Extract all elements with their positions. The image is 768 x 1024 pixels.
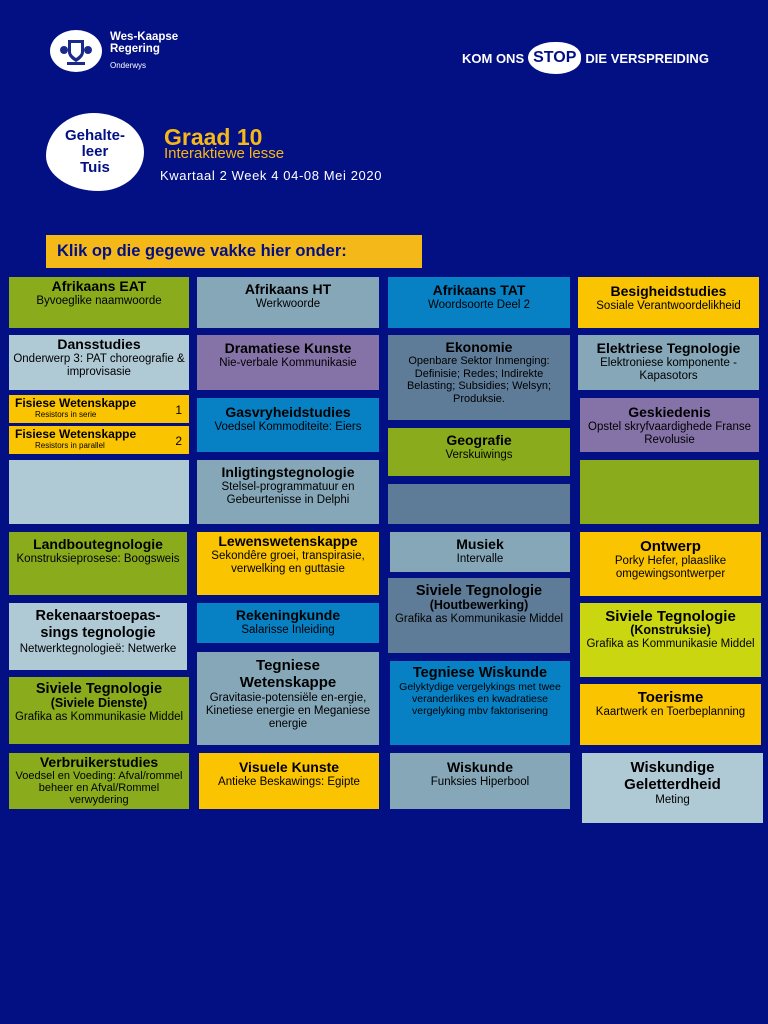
subject-topic: Onderwerp 3: PAT choreografie & improvisasie: [13, 353, 185, 378]
subject-subtitle: (Houtbewerking): [429, 598, 529, 612]
subject-topic: Netwerktegnologieë: Netwerke: [19, 643, 177, 655]
subject-topic: Stelsel-programmatuur en Gebeurtenisse in Delphi: [221, 481, 355, 506]
subject-title: Siviele Tegnologie: [605, 608, 736, 625]
subject-tile-ekonomie[interactable]: [388, 335, 570, 420]
subject-topic: Resistors in serie: [35, 410, 97, 419]
subject-tile-elektriese-tegnologie[interactable]: [578, 335, 759, 390]
lesson-number: 1: [175, 403, 182, 417]
subject-title: Tegniese Wetenskappe: [239, 657, 337, 691]
subject-title: Musiek: [456, 536, 504, 552]
subject-title: Besigheidstudies: [610, 283, 727, 299]
coat-of-arms-icon: [59, 36, 93, 66]
subject-title: Fisiese Wetenskappe: [15, 396, 137, 410]
badge-line-2: leer: [81, 143, 109, 160]
subject-topic: Verskuiwings: [445, 449, 513, 461]
subject-title: Tegniese Wiskunde: [412, 665, 548, 681]
subject-topic: Grafika as Kommunikasie Middel: [586, 638, 755, 650]
empty-tile: [388, 484, 570, 524]
subject-topic: Sosiale Verantwoordelikheid: [596, 300, 741, 312]
subject-tile-siviele-dienste[interactable]: [9, 677, 189, 744]
instruction-banner: Klik op die gegewe vakke hier onder:: [46, 235, 422, 268]
subject-subtitle: (Konstruksie): [630, 623, 711, 637]
subject-topic: Werkwoorde: [255, 298, 321, 310]
subject-tile-lewenswetenskappe[interactable]: [197, 532, 379, 595]
subject-tile-fisiese-wetenskappe-1[interactable]: [9, 395, 189, 423]
subject-tile-dansstudies[interactable]: [9, 335, 189, 390]
subject-title: Dramatiese Kunste: [224, 340, 352, 356]
subject-title: Lewenswetenskappe: [218, 533, 358, 549]
subject-title: Gasvryheidstudies: [225, 404, 351, 420]
subject-tile-rekenaartoepassings[interactable]: [9, 603, 187, 670]
subject-title: Siviele Tegnologie: [35, 681, 163, 697]
subject-title: Elektriese Tegnologie: [596, 340, 741, 356]
logo-line-2: Regering: [110, 43, 160, 55]
campaign-stop: STOP: [528, 42, 581, 74]
subject-tile-geskiedenis[interactable]: [580, 398, 759, 452]
subject-title: Fisiese Wetenskappe: [15, 427, 137, 441]
subject-title: Toerisme: [637, 689, 704, 706]
subject-tile-wiskundige-geletterdheid[interactable]: [582, 753, 763, 823]
subject-topic: Gravitasie-potensiële en-ergie, Kinetiese energie en Meganiese energie: [205, 692, 371, 730]
empty-tile: [580, 460, 759, 524]
subject-tile-afrikaans-ht[interactable]: [197, 277, 379, 328]
subject-topic: Elektroniese komponente - Kapasotors: [600, 357, 737, 382]
subject-tile-verbruikerstudies[interactable]: [9, 753, 189, 809]
subject-title: Geografie: [446, 432, 512, 448]
subject-topic: Salarisse Inleiding: [241, 624, 335, 636]
subject-tile-siviele-konstruksie[interactable]: [580, 603, 761, 677]
subject-title: Afrikaans HT: [244, 281, 332, 297]
subject-topic: Meting: [655, 794, 690, 806]
lesson-number: 2: [175, 434, 182, 448]
subject-tile-dramatiese-kunste[interactable]: [197, 335, 379, 390]
subject-tile-tegniese-wiskunde[interactable]: [390, 661, 570, 745]
subject-tile-visuele-kunste[interactable]: [199, 753, 379, 809]
subject-topic: Kaartwerk en Toerbeplanning: [595, 706, 746, 718]
subject-title: Dansstudies: [57, 336, 141, 352]
subject-title: Siviele Tegnologie: [415, 583, 543, 599]
logo-subtitle: Onderwys: [110, 61, 147, 70]
western-cape-seal-logo: [50, 30, 102, 72]
badge-line-3: Tuis: [80, 159, 110, 176]
subject-topic: Intervalle: [456, 553, 504, 565]
subject-title: Geskiedenis: [628, 404, 711, 420]
subject-title: Wiskundige Geletterdheid: [624, 759, 721, 793]
subject-tile-toerisme[interactable]: [580, 684, 761, 745]
subject-tile-fisiese-wetenskappe-2[interactable]: [9, 426, 189, 454]
subject-tile-siviele-houtbewerking[interactable]: [388, 578, 570, 653]
subject-title: Verbruikerstudies: [39, 754, 159, 770]
badge-line-1: Gehalte-: [64, 127, 125, 144]
logo-wordmark: [110, 31, 178, 72]
subject-tile-inligtingstegnologie[interactable]: [197, 460, 379, 524]
subject-tile-tegniese-wetenskappe[interactable]: [197, 652, 379, 745]
subject-topic: Voedsel en Voeding: Afval/rommel beheer en Afval/Rommel verwydering: [15, 770, 183, 806]
grade-title: Graad 10: [164, 124, 263, 150]
subject-topic: Openbare Sektor Inmenging: Definisie; Redes; Indirekte Belasting; Subsidies; Welsyn; Produksie.: [406, 355, 552, 405]
subject-topic: Porky Hefer, plaaslike omgewingsontwerper: [614, 555, 727, 580]
subject-topic: Resistors in parallel: [35, 441, 105, 450]
subject-tile-besigheidstudies[interactable]: [578, 277, 759, 328]
subject-topic: Grafika as Kommunikasie Middel: [394, 613, 564, 625]
campaign-post: DIE VERSPREIDING: [585, 50, 709, 66]
subject-tile-ontwerp[interactable]: [580, 532, 761, 596]
subject-tile-afrikaans-tat[interactable]: [388, 277, 570, 328]
subject-subtitle: (Siviele Dienste): [50, 696, 148, 710]
empty-tile: [9, 460, 189, 524]
grade-date: Kwartaal 2 Week 4 04-08 Mei 2020: [160, 168, 383, 183]
subject-title: Ontwerp: [640, 538, 701, 555]
subject-topic: Sekondêre groei, transpirasie, verwelking en guttasie: [211, 550, 365, 575]
subject-title: Wiskunde: [447, 759, 513, 775]
logo-line-1: Wes-Kaapse: [110, 31, 179, 43]
subject-tile-landboutegnologie[interactable]: [9, 532, 187, 595]
grade-subtitle: Interaktiewe lesse: [164, 145, 285, 162]
subject-title: Landboutegnologie: [33, 536, 163, 552]
subject-title: Ekonomie: [445, 339, 513, 355]
subject-topic: Gelyktydige vergelykings met twee veranderlikes en kwadratiese vergelyking mbv faktorisering: [399, 681, 561, 717]
subject-topic: Woordsoorte Deel 2: [427, 299, 531, 311]
subject-topic: Grafika as Kommunikasie Middel: [14, 711, 184, 723]
subject-topic: Antieke Beskawings: Egipte: [218, 776, 360, 788]
subject-topic: Voedsel Kommoditeite: Eiers: [214, 421, 362, 433]
subject-topic: Opstel skryfvaardighede Franse Revolusie: [588, 421, 751, 446]
campaign-slogan: [462, 38, 709, 78]
subject-title: Rekenaarstoepas-sings tegnologie: [35, 608, 161, 641]
subject-tile-rekeningkunde[interactable]: [197, 603, 379, 643]
subject-title: Afrikaans TAT: [432, 282, 526, 298]
subject-topic: Funksies Hiperbool: [430, 776, 530, 788]
subject-tile-gasvryheidstudies[interactable]: [197, 398, 379, 452]
learning-at-home-badge: [46, 113, 144, 191]
subject-topic: Nie-verbale Kommunikasie: [219, 357, 357, 369]
subject-tile-geografie[interactable]: [388, 428, 570, 476]
subject-title: Afrikaans EAT: [51, 278, 147, 294]
subject-topic: Konstruksieprosese: Boogsweis: [16, 553, 180, 565]
subject-tile-wiskunde[interactable]: [390, 753, 570, 809]
subject-topic: Byvoeglike naamwoorde: [36, 295, 162, 307]
subject-tile-musiek[interactable]: [390, 532, 570, 572]
subject-title: Visuele Kunste: [238, 759, 340, 775]
subject-title: Inligtingstegnologie: [221, 464, 355, 480]
campaign-pre: KOM ONS: [462, 50, 525, 66]
subject-tile-afrikaans-eat[interactable]: [9, 277, 189, 328]
subject-title: Rekeningkunde: [235, 607, 341, 623]
